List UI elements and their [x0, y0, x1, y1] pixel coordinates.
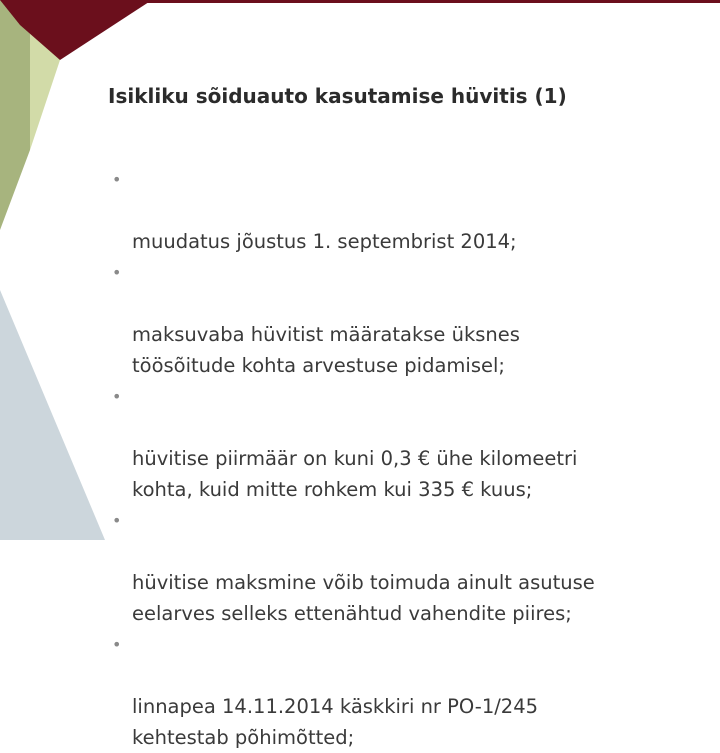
bullet-list — [110, 164, 650, 753]
bullet-dot: • — [112, 511, 122, 530]
bullet-item — [110, 381, 650, 505]
bullet-dot: • — [112, 170, 122, 189]
bullet-text: hüvitise piirmäär on kuni 0,3 € ühe kilomeetri kohta, kuid mitte rohkem kui 335 € kuus; — [132, 447, 578, 501]
bullet-dot: • — [112, 263, 122, 282]
bullet-dot: • — [112, 635, 122, 654]
bullet-item — [110, 629, 650, 753]
olive-band-shape — [0, 0, 30, 230]
bullet-item — [110, 505, 650, 629]
bullet-item — [110, 164, 650, 257]
bullet-text: maksuvaba hüvitist määratakse üksnes töösõitude kohta arvestuse pidamisel; — [132, 323, 520, 377]
slide-title: Isikliku sõiduauto kasutamise hüvitis (1) — [108, 84, 567, 108]
bullet-text: muudatus jõustus 1. septembrist 2014; — [132, 230, 517, 253]
bullet-text: hüvitise maksmine võib toimuda ainult asutuse eelarves selleks ettenähtud vahendite piires; — [132, 571, 595, 625]
bullet-dot: • — [112, 387, 122, 406]
gray-panel-shape — [0, 290, 105, 540]
bullet-item — [110, 257, 650, 381]
bullet-text: linnapea 14.11.2014 käskkiri nr PO-1/245 kehtestab põhimõtted; — [132, 695, 539, 749]
